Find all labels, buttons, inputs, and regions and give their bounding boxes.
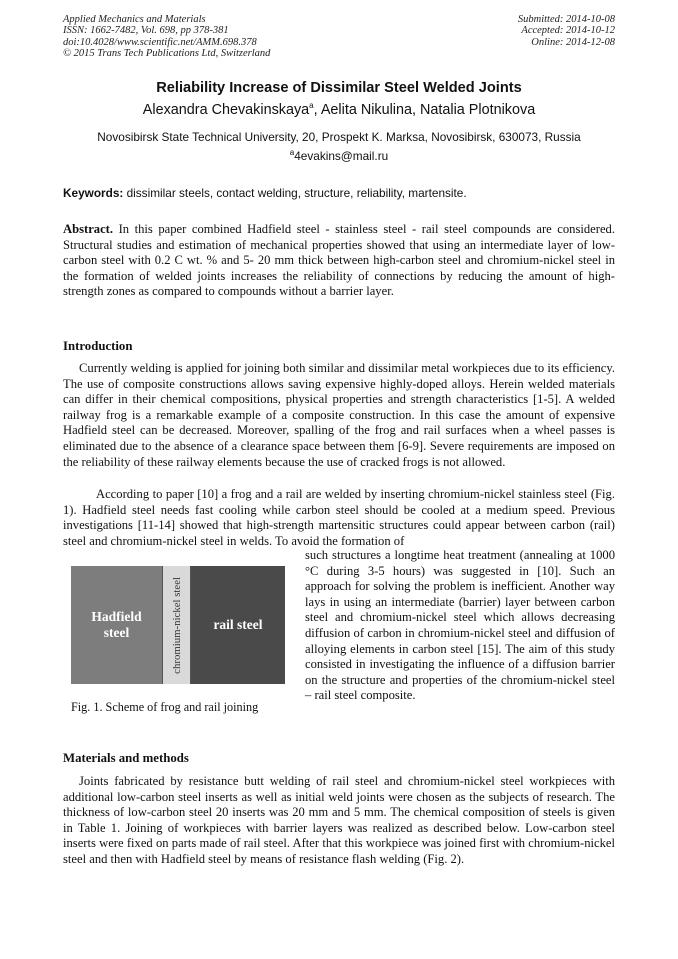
first-author: Alexandra Chevakinskaya [142,102,310,118]
accepted-date: Accepted: 2014-10-12 [521,25,615,37]
keywords-text: dissimilar steels, contact welding, structure, reliability, martensite. [123,186,467,200]
hadfield-label-line1: Hadfield [91,609,142,624]
journal-name: Applied Mechanics and Materials [63,14,206,25]
introduction-heading: Introduction [63,339,133,353]
copyright-line: © 2015 Trans Tech Publications Ltd, Switzerland [63,48,271,60]
doi-line: doi:10.4028/www.scientific.net/AMM.698.378 [63,36,257,48]
hadfield-label-line2: steel [103,625,130,640]
contact-email [0,149,678,163]
affiliation: Novosibirsk State Technical University, 20, Prospekt K. Marksa, Novosibirsk, 630073, Russia [97,130,581,144]
submitted-date: Submitted: 2014-10-08 [517,14,615,25]
chromium-nickel-steel-region [162,566,191,684]
online-date: Online: 2014-12-08 [531,36,615,48]
journal-info [63,14,270,60]
intro-paragraph-1: Currently welding is applied for joining both similar and dissimilar metal workpieces due to its efficiency. The use of composite constructions allows saving expensive highly-doped alloys. Herein welded materials can differ in their chemical compositions, physical properties and strength characteristics [1-5]. A welded railway frog is a remarkable example of a composite construction. In this case the amount of expensive Hadfield steel can be decreased. Moreover, spalling of the frog and rail surfaces when a wheel passes is eliminated due to the absence of a clearance space between them [6-9]. Severe requirements are imposed on the reliability of these railway elements because the use of cracked frogs is not allowed. [63,361,615,469]
intro-paragraph-2: According to paper [10] a frog and a rail are welded by inserting chromium-nickel stainless steel (Fig. 1). Hadfield steel needs fast cooling while carbon steel should be cooled at a medium speed. Previous investigations [11-14] showed that high-strength martensitic structures could appear between carbon (rail) steel and chromium-nickel steel in welds. To avoid the formation of [63,487,615,548]
submission-dates [518,14,615,48]
keywords-label: Keywords: [63,186,124,200]
other-authors: , Aelita Nikulina, Natalia Plotnikova [313,102,536,118]
issn-line: ISSN: 1662-7482, Vol. 698, pp 378-381 [63,25,229,37]
abstract [63,222,615,300]
intro-paragraph-2-continued: such structures a longtime heat treatment (annealing at 1000 °C during 3-5 hours) was suggested in [10]. Such an approach for solving the problem is inefficient. Another way lays in using an intermediate (barrier) layer between carbon steel and chromium-nickel steel which allows decreasing diffusion of carbon in chromium-nickel steel and diffusion of alloying elements in carbon steel [15]. The aim of this study consisted in investigating the influence of a diffusion barrier on the structure and properties of the chromium-nickel steel – rail steel composite. [305,548,615,703]
hadfield-steel-region [71,566,162,684]
author-list [0,102,678,118]
email-address: 4evakins@mail.ru [294,149,389,163]
abstract-label: Abstract. [63,222,114,236]
author-affiliation-mark: a [309,101,314,111]
rail-steel-region [191,566,285,684]
figure-1-scheme [71,566,285,684]
methods-heading: Materials and methods [63,751,189,765]
chromium-nickel-label: chromium-nickel steel [170,576,183,674]
abstract-text: In this paper combined Hadfield steel - stainless steel - rail steel compounds are considered. Structural studies and estimation of mechanical properties showed that using an intermediate layer of low-carbon steel with 0.2 C wt. % and 5- 20 mm thick between high-carbon steel and chromium-nickel steel in the formation of welded joints increases the reliability of connections by reducing the amount of high-strength zones as compared to compounds without a barrier layer. [63,222,615,299]
paper-title: Reliability Increase of Dissimilar Steel Welded Joints [156,80,522,96]
email-mark: a [289,148,295,158]
figure-1-caption: Fig. 1. Scheme of frog and rail joining [71,700,259,714]
methods-paragraph-1: Joints fabricated by resistance butt welding of rail steel and chromium-nickel steel workpieces with additional low-carbon steel inserts as well as initial weld joints were chosen as the subjects of research. The thickness of low-carbon steel 20 inserts was 20 mm and 5 mm. The chemical composition of steels is given in Table 1. Joining of workpieces with barrier layers was realized as described below. Low-carbon steel inserts were fixed on parts made of rail steel. After that this workpiece was joined first with chromium-nickel steel and then with Hadfield steel by means of resistance flash welding (Fig. 2). [63,774,615,866]
rail-steel-label: rail steel [213,617,263,632]
keywords [63,186,615,200]
